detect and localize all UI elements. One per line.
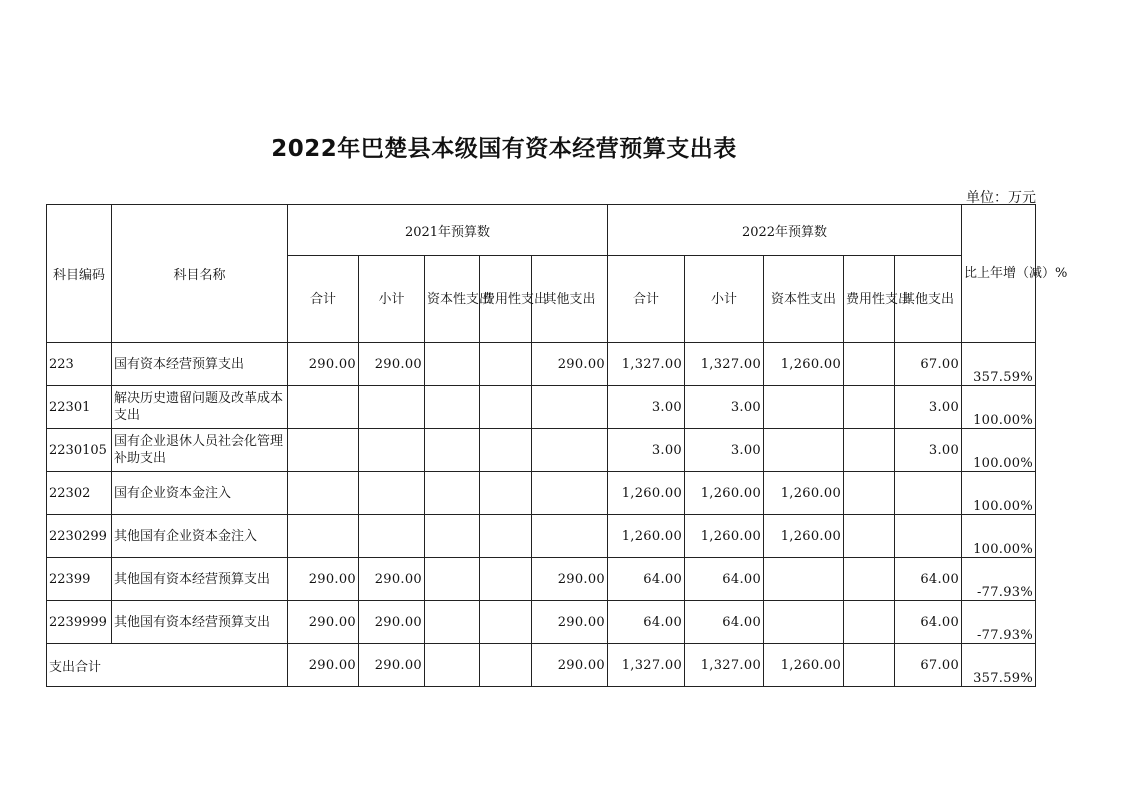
row-2021-subtotal: 290.00 (359, 343, 425, 386)
table-row (47, 386, 1036, 429)
header-change: 比上年增（减）% (962, 205, 1036, 343)
header-2021-capital: 资本性支出 (425, 256, 480, 343)
header-2021-expense: 费用性支出 (480, 256, 532, 343)
total-2022-total: 1,327.00 (608, 644, 685, 687)
row-2022-other: 64.00 (895, 601, 962, 644)
total-2022-other: 67.00 (895, 644, 962, 687)
row-name: 解决历史遗留问题及改革成本支出 (112, 386, 288, 429)
row-2022-subtotal: 1,260.00 (685, 472, 764, 515)
total-2022-subtotal: 1,327.00 (685, 644, 764, 687)
row-2021-expense (480, 601, 532, 644)
row-2022-total: 1,327.00 (608, 343, 685, 386)
total-2021-total: 290.00 (288, 644, 359, 687)
row-code: 22301 (47, 386, 112, 429)
row-2022-expense (844, 558, 895, 601)
row-2022-capital (764, 601, 844, 644)
row-change: -77.93% (962, 558, 1036, 601)
row-2021-subtotal: 290.00 (359, 601, 425, 644)
table-row (47, 601, 1036, 644)
row-2021-expense (480, 343, 532, 386)
row-2022-expense (844, 472, 895, 515)
row-code: 22399 (47, 558, 112, 601)
row-2021-subtotal (359, 386, 425, 429)
table-row (47, 343, 1036, 386)
row-2022-subtotal: 3.00 (685, 386, 764, 429)
total-2021-expense (480, 644, 532, 687)
row-2022-capital: 1,260.00 (764, 472, 844, 515)
row-2021-other (532, 386, 608, 429)
row-2021-capital (425, 429, 480, 472)
row-name: 国有企业退休人员社会化管理补助支出 (112, 429, 288, 472)
row-2022-other: 3.00 (895, 429, 962, 472)
row-2022-subtotal: 1,260.00 (685, 515, 764, 558)
table-row (47, 558, 1036, 601)
row-2022-capital (764, 386, 844, 429)
row-name: 国有资本经营预算支出 (112, 343, 288, 386)
row-2021-expense (480, 515, 532, 558)
row-2021-subtotal (359, 515, 425, 558)
row-code: 2230105 (47, 429, 112, 472)
row-2021-subtotal (359, 472, 425, 515)
row-2022-capital (764, 429, 844, 472)
row-2022-expense (844, 343, 895, 386)
table-row (47, 515, 1036, 558)
row-2021-expense (480, 386, 532, 429)
row-2021-expense (480, 472, 532, 515)
row-2021-other (532, 472, 608, 515)
header-group-2022: 2022年预算数 (608, 205, 962, 256)
row-2021-total (288, 515, 359, 558)
row-2022-expense (844, 386, 895, 429)
row-2021-subtotal: 290.00 (359, 558, 425, 601)
row-code: 2239999 (47, 601, 112, 644)
budget-table (46, 204, 1068, 687)
unit-label: 单位：万元 (966, 190, 1036, 206)
row-name: 国有企业资本金注入 (112, 472, 288, 515)
row-2022-capital: 1,260.00 (764, 343, 844, 386)
row-2021-capital (425, 601, 480, 644)
header-2022-other: 其他支出 (895, 256, 962, 343)
row-change: -77.93% (962, 601, 1036, 644)
row-2022-expense (844, 429, 895, 472)
row-2022-subtotal: 1,327.00 (685, 343, 764, 386)
row-2022-other: 3.00 (895, 386, 962, 429)
row-2021-other: 290.00 (532, 601, 608, 644)
row-name: 其他国有企业资本金注入 (112, 515, 288, 558)
row-code: 223 (47, 343, 112, 386)
row-2022-other (895, 472, 962, 515)
row-change: 100.00% (962, 472, 1036, 515)
row-2021-capital (425, 343, 480, 386)
row-2022-subtotal: 3.00 (685, 429, 764, 472)
header-code: 科目编码 (47, 205, 112, 343)
row-2021-other: 290.00 (532, 558, 608, 601)
row-2022-other (895, 515, 962, 558)
table-row (47, 429, 1036, 472)
header-2022-capital: 资本性支出 (764, 256, 844, 343)
row-2021-subtotal (359, 429, 425, 472)
row-2022-other: 64.00 (895, 558, 962, 601)
row-change: 357.59% (962, 343, 1036, 386)
row-2022-total: 64.00 (608, 601, 685, 644)
header-2021-total: 合计 (288, 256, 359, 343)
row-2022-subtotal: 64.00 (685, 601, 764, 644)
row-2021-other (532, 515, 608, 558)
header-2021-subtotal: 小计 (359, 256, 425, 343)
total-label: 支出合计 (47, 644, 288, 687)
page-title: 2022年巴楚县本级国有资本经营预算支出表 (271, 136, 737, 162)
row-2021-other: 290.00 (532, 343, 608, 386)
total-2021-other: 290.00 (532, 644, 608, 687)
header-2022-expense: 费用性支出 (844, 256, 895, 343)
row-2022-capital (764, 558, 844, 601)
row-code: 22302 (47, 472, 112, 515)
header-2021-other: 其他支出 (532, 256, 608, 343)
row-2022-total: 3.00 (608, 386, 685, 429)
row-2022-subtotal: 64.00 (685, 558, 764, 601)
table-body (47, 343, 1036, 644)
row-2021-total: 290.00 (288, 558, 359, 601)
row-change: 100.00% (962, 429, 1036, 472)
row-2022-total: 3.00 (608, 429, 685, 472)
row-name: 其他国有资本经营预算支出 (112, 558, 288, 601)
row-2021-expense (480, 558, 532, 601)
row-2021-capital (425, 558, 480, 601)
row-change: 100.00% (962, 515, 1036, 558)
row-2021-capital (425, 472, 480, 515)
table-row (47, 472, 1036, 515)
row-2021-expense (480, 429, 532, 472)
row-2022-expense (844, 515, 895, 558)
row-name: 其他国有资本经营预算支出 (112, 601, 288, 644)
header-group-2021: 2021年预算数 (288, 205, 608, 256)
row-2022-expense (844, 601, 895, 644)
row-2022-total: 64.00 (608, 558, 685, 601)
row-2021-total (288, 472, 359, 515)
total-row (47, 644, 1036, 687)
row-2021-capital (425, 386, 480, 429)
total-2022-expense (844, 644, 895, 687)
header-2022-total: 合计 (608, 256, 685, 343)
row-2022-total: 1,260.00 (608, 515, 685, 558)
row-2021-capital (425, 515, 480, 558)
row-code: 2230299 (47, 515, 112, 558)
header-name: 科目名称 (112, 205, 288, 343)
row-2022-other: 67.00 (895, 343, 962, 386)
row-2021-total (288, 386, 359, 429)
header-row-group (47, 205, 1036, 256)
total-2021-capital (425, 644, 480, 687)
row-2021-total (288, 429, 359, 472)
row-2021-total: 290.00 (288, 601, 359, 644)
row-change: 100.00% (962, 386, 1036, 429)
row-2021-other (532, 429, 608, 472)
row-2022-total: 1,260.00 (608, 472, 685, 515)
header-2022-subtotal: 小计 (685, 256, 764, 343)
total-2022-capital: 1,260.00 (764, 644, 844, 687)
row-2022-capital: 1,260.00 (764, 515, 844, 558)
row-2021-total: 290.00 (288, 343, 359, 386)
total-2021-subtotal: 290.00 (359, 644, 425, 687)
total-change: 357.59% (962, 644, 1036, 687)
